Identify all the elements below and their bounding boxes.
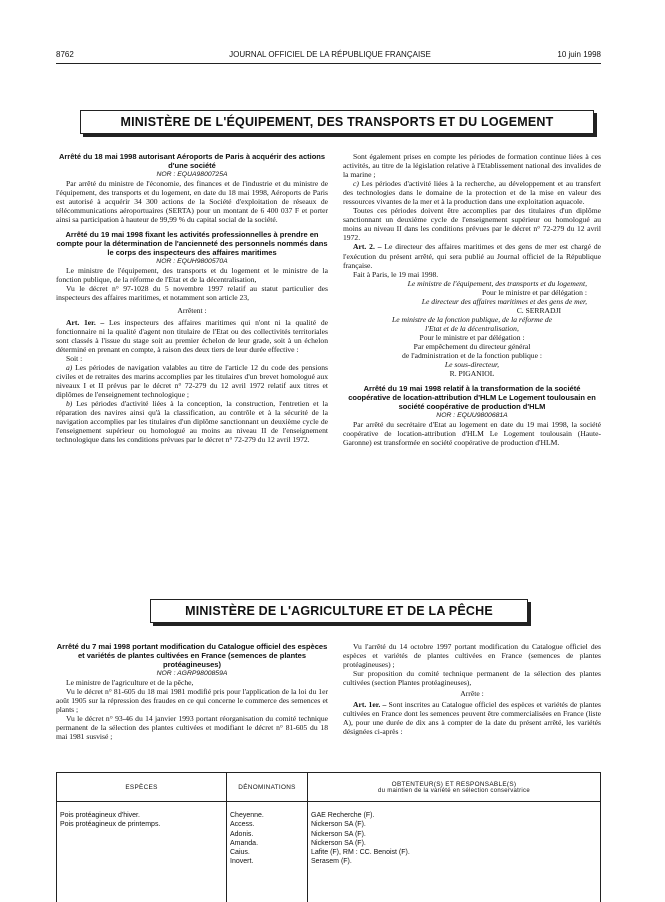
- decree-title: Arrêté du 19 mai 1998 fixant les activités professionnelles à prendre en compte pour la détermination de l'ancienneté des personnels nommés dans le corps des inspecteurs des affaires maritimes: [56, 230, 328, 258]
- article: [343, 242, 601, 269]
- breeder-name: Nickerson SA (F).: [311, 839, 366, 847]
- signature-role: Le directeur des affaires maritimes et des gens de mer,: [421, 296, 587, 306]
- signatory-name: R. PIGANIOL: [449, 369, 495, 379]
- signature-title: Le ministre de l'équipement, des transports et du logement,: [407, 278, 587, 288]
- paragraph: Sur proposition du comité technique permanent de la sélection des plantes cultivées (section Plantes protéagineuses),: [343, 669, 601, 688]
- journal-title: JOURNAL OFFICIEL DE LA RÉPUBLIQUE FRANÇAISE: [229, 50, 431, 59]
- arretent: Arrêtent :: [177, 305, 207, 315]
- paragraph: Par arrêté du secrétaire d'Etat au logement en date du 19 mai 1998, la société coopérative de location-attribution d'HLM Le Logement toulousain (Haute-Garonne) est transformée en société coopérative de production d'HLM.: [343, 420, 601, 448]
- article: [343, 700, 601, 736]
- done-at: Fait à Paris, le 19 mai 1998.: [353, 269, 439, 279]
- article-text: Les inspecteurs des affaires maritimes qui n'ont ni la qualité de fonctionnaire ni la qualité d'agent non titulaire de l'Etat ou des collectivités territoriales sont classés à l'issue du stage soit au premier échelon de leur grade, soit à un échelon déterminé en prenant en compte, à raison des deux tiers de leur durée effective :: [56, 317, 328, 354]
- paragraph: Le ministre de l'agriculture et de la pêche,: [66, 678, 194, 688]
- article-label: Art. 1er. –: [353, 700, 387, 710]
- arrete: Arrête :: [460, 689, 484, 699]
- breeder-name: Lafite (F), RM : CC. Benoist (F).: [311, 849, 410, 857]
- signature-delegation: Par empêchement du directeur général: [413, 341, 531, 351]
- variety-name: Access.: [230, 821, 255, 829]
- paragraph: Par arrêté du ministre de l'économie, des finances et de l'industrie et du ministre de l'équipement, des transports et du logement, en date du 18 mai 1998, Aéroports de Paris est autorisé à acquérir 34 300 actions de la Société d'exploitation de réseaux de télécommunications aéroportuaires (SERTA) pour un montant de 6 400 037 F et porter ainsi sa participation à hauteur de 99,99 % du capital social de la société.: [56, 179, 328, 225]
- header-rule: [56, 63, 601, 64]
- left-column: [56, 152, 328, 444]
- nor-reference: NOR : EQUU9800681A: [436, 412, 508, 420]
- article: [56, 318, 328, 354]
- paragraph: Soit :: [66, 353, 83, 363]
- nor-reference: NOR : EQUA9800725A: [156, 171, 228, 178]
- paragraph: Toutes ces périodes doivent être accomplies par des titulaires d'un diplôme sanctionnant un deuxième cycle de l'enseignement supérieur ou homologué au moins au niveau II dans les conditions prévues par le décret n° 72-279 du 12 avril 1972.: [343, 206, 601, 243]
- right-column: [343, 152, 601, 447]
- page-number: 8762: [56, 50, 74, 59]
- names-cell: [227, 802, 308, 902]
- article-label: Art. 2. –: [353, 242, 382, 252]
- signature-delegation: de l'administration et de la fonction publique :: [402, 351, 542, 361]
- nor-reference: NOR : EQUH9800570A: [156, 258, 228, 266]
- right-column: [343, 642, 601, 736]
- variety-name: Inovert.: [230, 858, 254, 866]
- species-item: Pois protéagineux de printemps.: [60, 821, 161, 829]
- breeder-name: Nickerson SA (F).: [311, 830, 366, 838]
- breeder-name: Serasem (F).: [311, 858, 352, 866]
- column-header-breeders: [308, 773, 601, 802]
- paragraph: Sont également prises en compte les périodes de formation continue liées à ces activités, au titre de la législation relative à l'Etablissement national des invalides de la marine ;: [343, 152, 601, 180]
- list-text: Les périodes d'activité liées à la recherche, au développement et au transfert des technologies dans le domaine de la protection et de la mise en valeur des ressources vivantes de la mer et à la production dans une exploitation aquacole.: [343, 179, 601, 207]
- ministry-heading: MINISTÈRE DE L'ÉQUIPEMENT, DES TRANSPORTS ET DU LOGEMENT: [80, 110, 594, 134]
- variety-name: Caius.: [230, 849, 250, 857]
- signature-delegation: Pour le ministre et par délégation :: [481, 287, 587, 297]
- column-header-line: OBTENTEUR(S) ET RESPONSABLE(S): [391, 780, 517, 788]
- decree-title: Arrêté du 19 mai 1998 relatif à la transformation de la société coopérative de location-attribution d'HLM Le Logement toulousain en société coopérative de production d'HLM: [348, 384, 596, 412]
- column-header-species: ESPÈCES: [57, 773, 227, 802]
- signature-role: Le sous-directeur,: [444, 360, 500, 370]
- column-header-line: du maintien de la variété en sélection conservatrice: [377, 787, 530, 794]
- paragraph: Vu l'arrêté du 14 octobre 1997 portant modification du Catalogue officiel des espèces et variétés de plantes cultivées en France (semences de plantes protéagineuses) ;: [343, 642, 601, 670]
- breeder-name: GAE Recherche (F).: [311, 812, 375, 819]
- list-text: Les périodes d'activité liées à la conception, la construction, l'entretien et la réparation des navires ainsi qu'à la classification, au contrôle et à la sécurité de la navigation accomplies par les titulaires d'un diplôme sanctionnant un deuxième cycle de l'enseignement supérieur ou homologué au moins au niveau II de l'enseignement technologique dans les conditions prévues par le décret n° 72-279 du 12 avril 1972.: [56, 398, 328, 445]
- species-item: Pois protéagineux d'hiver.: [60, 812, 140, 819]
- list-label: c): [353, 179, 359, 189]
- variety-name: Amanda.: [230, 839, 259, 847]
- list-text: Les périodes de navigation valables au titre de l'article 12 du code des pensions civiles et de retraites des marins accomplies par les titulaires d'un brevet homologué aux niveaux I et II prévus par le décret n° 72-279 du 12 avril 1972 relatif aux titres et diplômes de l'enseignement technologique ;: [56, 362, 328, 399]
- signature-title: Le ministre de la fonction publique, de la réforme de l'Etat et de la décentralisation,: [391, 314, 552, 333]
- paragraph: Vu le décret n° 81-605 du 18 mai 1981 modifié pris pour l'application de la loi du 1er août 1905 sur la répression des fraudes en ce qui concerne le commerce des semences et plants ;: [56, 687, 328, 715]
- signature-delegation: Pour le ministre et par délégation :: [419, 332, 525, 342]
- list-item: [56, 399, 328, 444]
- nor-reference: NOR : AGRP9800859A: [156, 670, 228, 677]
- variety-name: Adonis.: [230, 830, 254, 838]
- varieties-table: [56, 772, 601, 902]
- article-label: Art. 1er. –: [66, 317, 105, 327]
- signatory-name: C. SERRADJI: [516, 305, 561, 315]
- breeders-cell: [308, 802, 601, 902]
- ministry-heading: MINISTÈRE DE L'AGRICULTURE ET DE LA PÊCHE: [150, 599, 528, 623]
- list-item: [343, 179, 601, 206]
- article-text: Sont inscrites au Catalogue officiel des espèces et variétés de plantes cultivées en France dont les semences peuvent être commercialisées en France (liste A), pour une durée de dix ans à compter de la date du présent arrêté, les variétés désignées ci-après :: [343, 700, 601, 737]
- breeder-name: Nickerson SA (F).: [311, 821, 366, 829]
- species-cell: [57, 802, 227, 902]
- paragraph: Vu le décret n° 97-1028 du 5 novembre 1997 relatif au statut particulier des inspecteurs des affaires maritimes, et notamment son article 23,: [56, 284, 328, 303]
- article-text: Le directeur des affaires maritimes et des gens de mer est chargé de l'exécution du présent arrêté, qui sera publié au Journal officiel de la République française.: [343, 242, 601, 270]
- list-item: [56, 363, 328, 399]
- decree-title: Arrêté du 18 mai 1998 autorisant Aéroports de Paris à acquérir des actions d'une société: [58, 152, 326, 170]
- page-date: 10 juin 1998: [557, 50, 601, 59]
- decree-title: Arrêté du 7 mai 1998 portant modification du Catalogue officiel des espèces et variétés de plantes cultivées en France (semences de plantes protéagineuses): [56, 642, 328, 669]
- paragraph: Le ministre de l'équipement, des transports et du logement et le ministre de la fonction publique, de la réforme de l'Etat et de la décentralisation,: [56, 266, 328, 285]
- column-header-names: DÉNOMINATIONS: [227, 773, 308, 802]
- paragraph: Vu le décret n° 93-46 du 14 janvier 1993 portant réorganisation du comité technique permanent de la sélection des plantes cultivées et modifiant le décret n° 81-605 du 18 mai 1981 susvisé ;: [56, 714, 328, 742]
- variety-name: Cheyenne.: [230, 812, 264, 819]
- list-label: a): [66, 362, 73, 372]
- list-label: b): [66, 398, 73, 408]
- left-column: [56, 642, 328, 741]
